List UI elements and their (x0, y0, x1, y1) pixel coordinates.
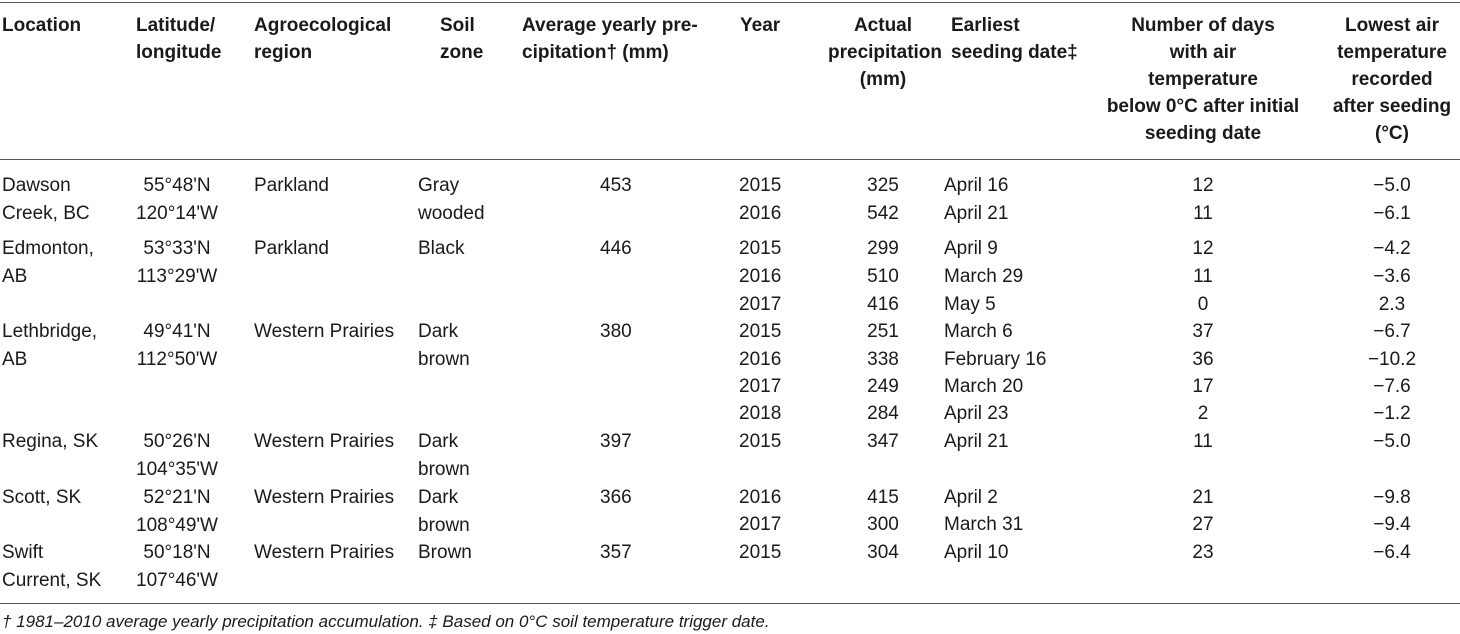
location-cell: Lethbridge, AB (2, 321, 98, 370)
header-avg-precip: Average yearly pre- cipitation† (mm) (522, 15, 698, 63)
seeding-cell: March 31 (944, 514, 1024, 535)
latlon-cell: 50°26'N 104°35'W (136, 431, 218, 480)
year-cell: 2017 (739, 294, 782, 315)
seeding-cell: April 21 (944, 431, 1009, 452)
seeding-cell: April 10 (944, 542, 1009, 563)
seeding-cell: March 6 (944, 321, 1013, 342)
lowest-cell: −9.8 (1373, 487, 1411, 508)
year-cell: 2015 (739, 175, 782, 196)
seeding-cell: April 23 (944, 403, 1009, 424)
header-latlon: Latitude/ longitude (136, 15, 222, 63)
precip-cell: 347 (867, 431, 899, 452)
days-cell: 2 (1197, 403, 1209, 424)
table-footnote: † 1981–2010 average yearly precipitation accumulation. ‡ Based on 0°C soil temperature trigger date. (2, 612, 770, 631)
days-cell: 23 (1192, 542, 1214, 563)
header-agro-region: Agroecological region (254, 15, 392, 63)
region-cell: Western Prairies (254, 321, 395, 342)
location-cell: Dawson Creek, BC (2, 175, 90, 224)
seeding-cell: March 29 (944, 266, 1024, 287)
seeding-cell: February 16 (944, 349, 1047, 370)
precip-cell: 542 (867, 203, 899, 224)
header-actual-precip: Actual precipitation (mm) (828, 15, 943, 90)
lowest-cell: −4.2 (1373, 238, 1411, 259)
precip-cell: 304 (867, 542, 899, 563)
soil-cell: Dark brown (418, 321, 470, 370)
year-cell: 2018 (739, 403, 782, 424)
precip-cell: 300 (867, 514, 899, 535)
soil-cell: Dark brown (418, 487, 470, 536)
lowest-cell: −5.0 (1373, 431, 1411, 452)
days-cell: 12 (1192, 238, 1214, 259)
avg-precip-cell: 366 (600, 487, 632, 508)
precip-cell: 510 (867, 266, 899, 287)
location-cell: Edmonton, AB (2, 238, 94, 287)
region-cell: Western Prairies (254, 542, 395, 563)
latlon-cell: 52°21'N 108°49'W (136, 487, 218, 536)
year-cell: 2016 (739, 266, 782, 287)
lowest-cell: −6.4 (1373, 542, 1411, 563)
region-cell: Parkland (254, 238, 329, 259)
days-cell: 17 (1192, 376, 1214, 397)
days-cell: 12 (1192, 175, 1214, 196)
latlon-cell: 53°33'N 113°29'W (136, 238, 218, 287)
latlon-cell: 49°41'N 112°50'W (136, 321, 218, 370)
header-seeding-date: Earliest seeding date‡ (951, 15, 1078, 63)
region-cell: Western Prairies (254, 431, 395, 452)
precip-cell: 338 (867, 349, 899, 370)
soil-cell: Gray wooded (418, 175, 485, 224)
year-cell: 2015 (739, 431, 782, 452)
precip-cell: 249 (867, 376, 899, 397)
region-cell: Parkland (254, 175, 329, 196)
avg-precip-cell: 453 (600, 175, 632, 196)
lowest-cell: −9.4 (1373, 514, 1411, 535)
year-cell: 2016 (739, 203, 782, 224)
top-rule (0, 2, 1460, 3)
seeding-cell: April 2 (944, 487, 998, 508)
seeding-cell: April 21 (944, 203, 1009, 224)
location-cell: Regina, SK (2, 431, 99, 452)
latlon-cell: 50°18'N 107°46'W (136, 542, 218, 591)
lowest-cell: −6.7 (1373, 321, 1411, 342)
avg-precip-cell: 446 (600, 238, 632, 259)
header-lowest-temp: Lowest air temperature recorded after seeding (°C) (1332, 15, 1452, 144)
days-cell: 11 (1193, 266, 1213, 287)
seeding-cell: April 9 (944, 238, 998, 259)
seeding-cell: April 16 (944, 175, 1009, 196)
year-cell: 2015 (739, 542, 782, 563)
seeding-cell: March 20 (944, 376, 1024, 397)
days-cell: 27 (1192, 514, 1214, 535)
year-cell: 2016 (739, 349, 782, 370)
header-soil-zone: Soil zone (440, 15, 484, 63)
header-year: Year (740, 15, 781, 36)
days-cell: 21 (1192, 487, 1214, 508)
precip-cell: 284 (867, 403, 899, 424)
avg-precip-cell: 357 (600, 542, 632, 563)
year-cell: 2016 (739, 487, 782, 508)
avg-precip-cell: 397 (600, 431, 632, 452)
header-rule (0, 159, 1460, 160)
bottom-rule (0, 603, 1460, 604)
precip-cell: 251 (867, 321, 899, 342)
year-cell: 2015 (739, 321, 782, 342)
soil-cell: Black (418, 238, 465, 259)
lowest-cell: −5.0 (1373, 175, 1411, 196)
days-cell: 37 (1192, 321, 1214, 342)
precip-cell: 415 (867, 487, 899, 508)
precip-cell: 325 (867, 175, 899, 196)
lowest-cell: −6.1 (1373, 203, 1411, 224)
days-cell: 11 (1193, 203, 1213, 224)
location-cell: Swift Current, SK (2, 542, 102, 591)
year-cell: 2017 (739, 514, 782, 535)
precip-cell: 299 (867, 238, 899, 259)
location-cell: Scott, SK (2, 487, 82, 508)
lowest-cell: −1.2 (1373, 403, 1411, 424)
header-days-below-zero: Number of days with air temperature below 0°C after initial seeding date (1106, 15, 1300, 144)
lowest-cell: −10.2 (1367, 349, 1417, 370)
avg-precip-cell: 380 (600, 321, 632, 342)
year-cell: 2017 (739, 376, 782, 397)
lowest-cell: 2.3 (1378, 294, 1406, 315)
days-cell: 36 (1192, 349, 1214, 370)
precip-cell: 416 (867, 294, 899, 315)
region-cell: Western Prairies (254, 487, 395, 508)
year-cell: 2015 (739, 238, 782, 259)
soil-cell: Dark brown (418, 431, 470, 480)
seeding-cell: May 5 (944, 294, 996, 315)
header-location: Location (2, 15, 82, 36)
lowest-cell: −3.6 (1373, 266, 1411, 287)
latlon-cell: 55°48'N 120°14'W (136, 175, 218, 224)
lowest-cell: −7.6 (1373, 376, 1411, 397)
soil-cell: Brown (418, 542, 472, 563)
days-cell: 0 (1197, 294, 1209, 315)
days-cell: 11 (1193, 431, 1213, 452)
